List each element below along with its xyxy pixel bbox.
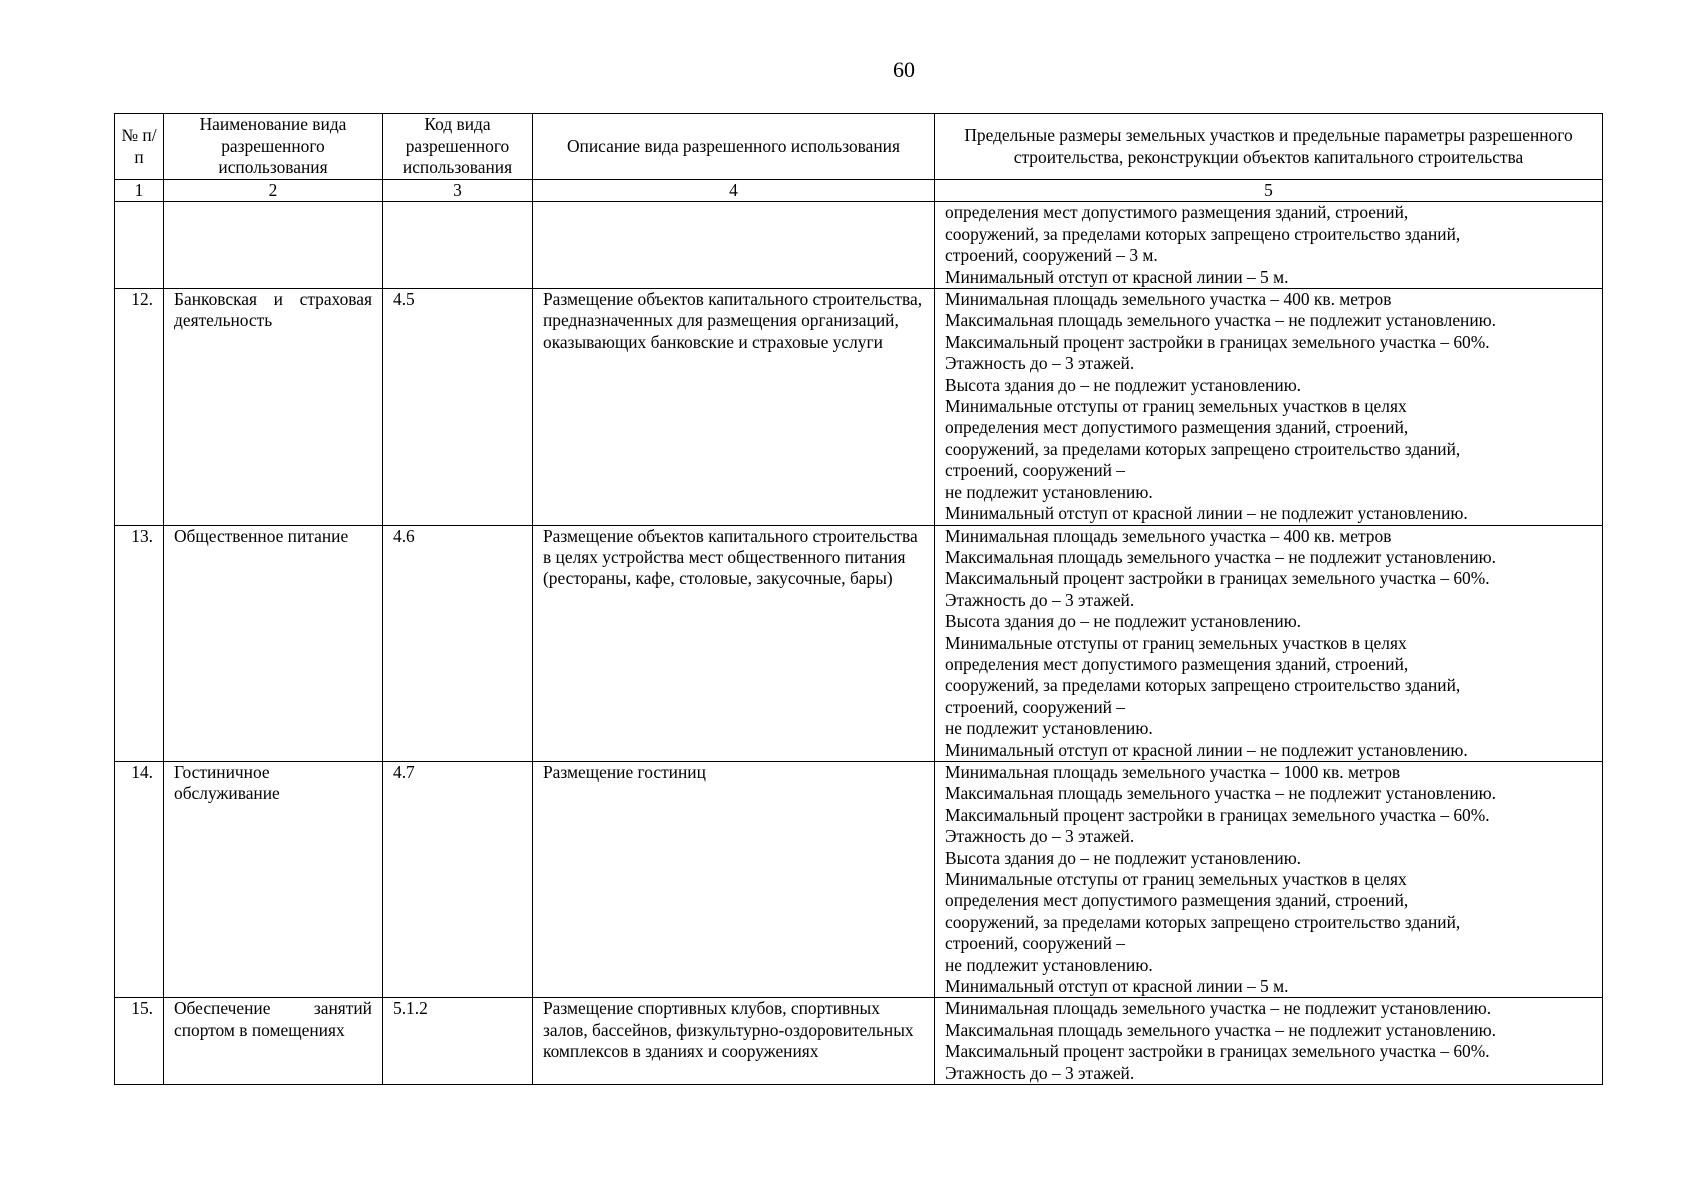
table-row (115, 998, 1603, 1085)
parameter-line: Высота здания до – не подлежит установлению. (945, 374, 1302, 395)
parameter-line: Этажность до – 3 этажей. (945, 826, 1135, 847)
header-code: Код вида разрешенного использования (383, 114, 533, 180)
parameter-line: Высота здания до – не подлежит установлению. (945, 611, 1302, 632)
row-number: 13. (115, 525, 164, 761)
parameter-line: Максимальная площадь земельного участка – не подлежит установлению. (945, 310, 1496, 331)
row-use-name: Банковская и страховая деятельность (164, 289, 383, 525)
column-number: 2 (164, 180, 383, 202)
parameter-line: строений, сооружений – (945, 696, 1125, 717)
column-number-row (115, 180, 1603, 202)
row-use-code: 4.6 (383, 525, 533, 761)
row-use-code: 5.1.2 (383, 998, 533, 1085)
table-row (115, 289, 1603, 525)
table-header-row (115, 114, 1603, 180)
row-number: 14. (115, 761, 164, 997)
row-parameters (935, 289, 1603, 525)
parameter-line: сооружений, за пределами которых запрещено строительство зданий, (945, 675, 1461, 696)
row-parameters (935, 202, 1603, 289)
row-use-name: Общественное питание (164, 525, 383, 761)
row-number: 15. (115, 998, 164, 1085)
row-use-name: Гостиничное обслуживание (164, 761, 383, 997)
parameter-line: определения мест допустимого размещения зданий, строений, (945, 653, 1409, 674)
row-number: 12. (115, 289, 164, 525)
table-row (115, 761, 1603, 997)
row-number (115, 202, 164, 289)
row-use-code: 4.7 (383, 761, 533, 997)
parameter-line: Минимальный отступ от красной линии – 5 м. (945, 266, 1289, 287)
parameter-line: Минимальные отступы от границ земельных участков в целях (945, 396, 1407, 417)
parameter-line: Этажность до – 3 этажей. (945, 353, 1135, 374)
row-description: Размещение гостиниц (533, 761, 935, 997)
parameter-line: Этажность до – 3 этажей. (945, 589, 1135, 610)
parameter-line: Максимальный процент застройки в границах земельного участка – 60%. (945, 1041, 1490, 1062)
parameter-line: определения мест допустимого размещения зданий, строений, (945, 890, 1409, 911)
parameter-line: строений, сооружений – 3 м. (945, 245, 1158, 266)
row-parameters (935, 761, 1603, 997)
parameter-line: Минимальный отступ от красной линии – не подлежит установлению. (945, 503, 1468, 524)
header-number: № п/п (115, 114, 164, 180)
parameter-line: Минимальная площадь земельного участка – 400 кв. метров (945, 525, 1392, 546)
parameter-line: Минимальная площадь земельного участка – 400 кв. метров (945, 289, 1392, 310)
column-number: 4 (533, 180, 935, 202)
page-number: 60 (893, 57, 915, 82)
parameter-line: Максимальная площадь земельного участка – не подлежит установлению. (945, 546, 1496, 567)
parameter-line: сооружений, за пределами которых запрещено строительство зданий, (945, 911, 1461, 932)
header-name: Наименование вида разрешенного использования (164, 114, 383, 180)
regulations-table (114, 113, 1603, 1085)
parameter-line: Минимальный отступ от красной линии – не подлежит установлению. (945, 739, 1468, 760)
row-description: Размещение объектов капитального строительства, предназначенных для размещения организаций, оказывающих банковские и страховые услуги (533, 289, 935, 525)
parameter-line: Минимальный отступ от красной линии – 5 м. (945, 976, 1289, 997)
parameter-line: не подлежит установлению. (945, 954, 1153, 975)
parameter-line: Максимальный процент застройки в границах земельного участка – 60%. (945, 568, 1490, 589)
parameter-line: Минимальные отступы от границ земельных участков в целях (945, 869, 1407, 889)
header-description: Описание вида разрешенного использования (533, 114, 935, 180)
table-row (115, 525, 1603, 761)
row-use-code (383, 202, 533, 289)
row-parameters (935, 998, 1603, 1085)
parameter-line: определения мест допустимого размещения зданий, строений, (945, 202, 1409, 223)
row-use-name (164, 202, 383, 289)
parameter-line: строений, сооружений – (945, 460, 1125, 481)
parameter-line: сооружений, за пределами которых запрещено строительство зданий, (945, 223, 1461, 244)
parameter-line: определения мест допустимого размещения зданий, строений, (945, 417, 1409, 438)
parameter-line: Высота здания до – не подлежит установлению. (945, 847, 1302, 868)
parameter-line: не подлежит установлению. (945, 481, 1153, 502)
parameter-line: Минимальная площадь земельного участка – не подлежит установлению. (945, 998, 1492, 1019)
parameter-line: Максимальный процент застройки в границах земельного участка – 60%. (945, 804, 1490, 825)
parameter-line: Максимальный процент застройки в границах земельного участка – 60%. (945, 331, 1490, 352)
parameter-line: Максимальная площадь земельного участка – не подлежит установлению. (945, 783, 1496, 804)
row-description (533, 202, 935, 289)
parameter-line: строений, сооружений – (945, 933, 1125, 954)
row-description: Размещение спортивных клубов, спортивных залов, бассейнов, физкультурно-оздоровительных комплексов в зданиях и сооружениях (533, 998, 935, 1085)
column-number: 1 (115, 180, 164, 202)
parameter-line: Этажность до – 3 этажей. (945, 1062, 1135, 1083)
parameter-line: Минимальная площадь земельного участка – 1000 кв. метров (945, 761, 1401, 782)
row-parameters (935, 525, 1603, 761)
parameter-line: Максимальная площадь земельного участка – не подлежит установлению. (945, 1019, 1496, 1040)
table-row (115, 202, 1603, 289)
parameter-line: не подлежит установлению. (945, 718, 1153, 739)
column-number: 3 (383, 180, 533, 202)
parameter-line: сооружений, за пределами которых запрещено строительство зданий, (945, 438, 1461, 459)
header-params: Предельные размеры земельных участков и предельные параметры разрешенного строительства, реконструкции объектов капитального строительства (935, 114, 1603, 180)
row-use-name: Обеспечение занятий спортом в помещениях (164, 998, 383, 1085)
row-use-code: 4.5 (383, 289, 533, 525)
column-number: 5 (935, 180, 1603, 202)
parameter-line: Минимальные отступы от границ земельных участков в целях (945, 632, 1407, 653)
row-description: Размещение объектов капитального строительства в целях устройства мест общественного питания (рестораны, кафе, столовые, закусочные, бары) (533, 525, 935, 761)
